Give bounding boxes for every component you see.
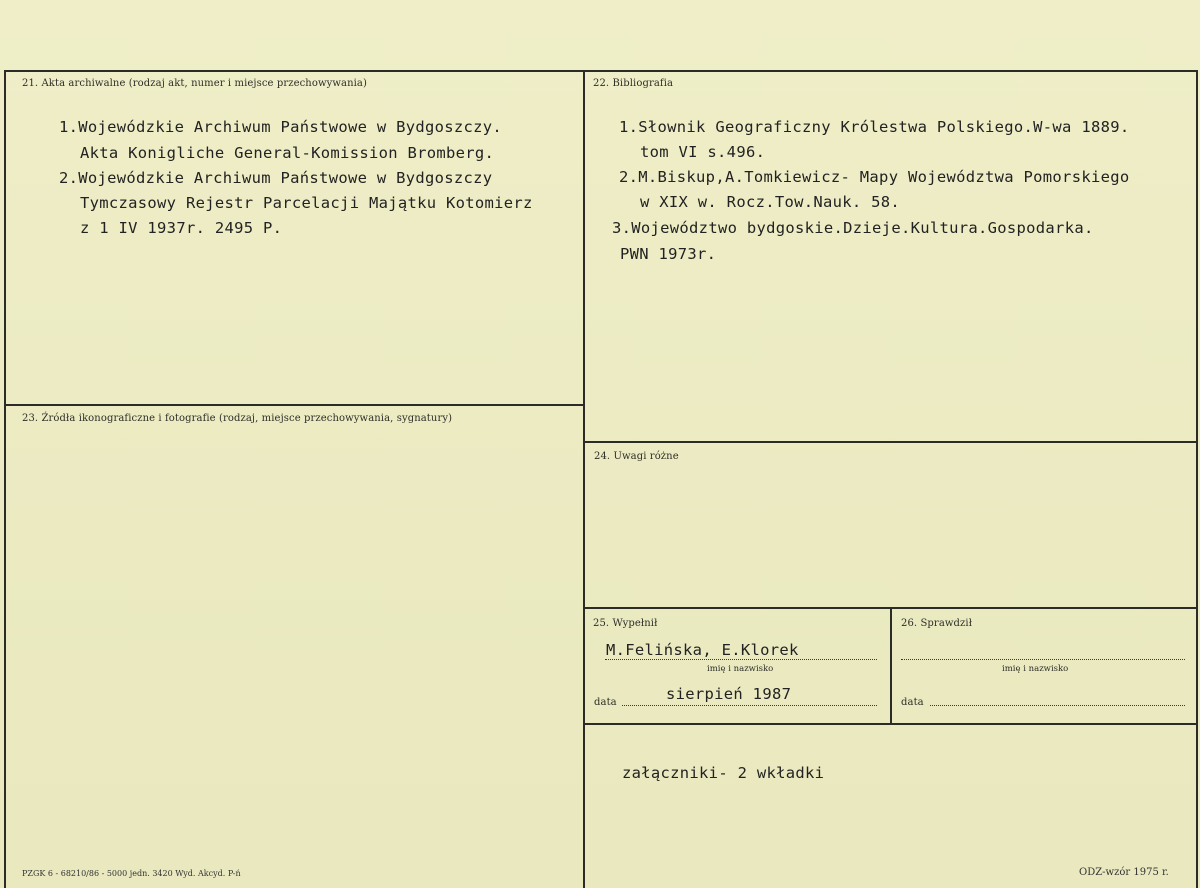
archive-line-5: z 1 IV 1937r. 2495 P. [80, 219, 283, 237]
filled-by-date: sierpień 1987 [666, 685, 792, 703]
divider-25-26 [890, 607, 892, 724]
archive-line-4: Tymczasowy Rejestr Parcelacji Majątku Kotomierz [80, 194, 533, 212]
filled-by-date-label: data [594, 697, 617, 708]
rule-22-24 [583, 441, 1198, 443]
rule-25-attachments [583, 723, 1198, 725]
checked-by-name-line [901, 659, 1185, 660]
bibliography-line-6: PWN 1973r. [620, 245, 717, 263]
checked-by-name-caption: imię i nazwisko [1002, 664, 1069, 674]
section-22-label: 22. Bibliografia [593, 78, 674, 89]
form-template-mark: ODZ-wzór 1975 r. [1079, 867, 1169, 878]
right-border [1196, 70, 1198, 888]
section-21-label: 21. Akta archiwalne (rodzaj akt, numer i miejsce przechowywania) [22, 78, 367, 89]
print-footer: PZGK 6 - 68210/86 - 5000 jedn. 3420 Wyd. Akcyd. P-ń [22, 869, 241, 878]
top-rule [4, 70, 1198, 72]
bibliography-line-5: 3.Województwo bydgoskie.Dzieje.Kultura.Gospodarka. [612, 219, 1094, 237]
bibliography-line-2: tom VI s.496. [640, 143, 766, 161]
archive-line-3: 2.Wojewódzkie Archiwum Państwowe w Bydgoszczy [59, 169, 493, 187]
attachments-note: załączniki- 2 wkładki [622, 764, 825, 782]
checked-by-date-label: data [901, 697, 924, 708]
section-23-label: 23. Źródła ikonograficzne i fotografie (rodzaj, miejsce przechowywania, sygnatury) [22, 413, 453, 424]
center-divider [583, 70, 585, 888]
archive-line-2: Akta Konigliche General-Komission Bromberg. [80, 144, 495, 162]
section-25-label: 25. Wypełnił [593, 618, 658, 629]
filled-by-date-line [622, 705, 877, 706]
left-border [4, 70, 6, 888]
section-24-label: 24. Uwagi różne [594, 451, 679, 462]
filled-by-name-line [605, 659, 877, 660]
archive-line-1: 1.Wojewódzkie Archiwum Państwowe w Bydgoszczy. [59, 118, 503, 136]
filled-by-name-caption: imię i nazwisko [707, 664, 774, 674]
bibliography-line-4: w XIX w. Rocz.Tow.Nauk. 58. [640, 193, 901, 211]
section-26-label: 26. Sprawdził [901, 618, 973, 629]
checked-by-date-line [930, 705, 1185, 706]
filled-by-name: M.Felińska, E.Klorek [606, 641, 799, 659]
rule-21-23 [4, 404, 585, 406]
bibliography-line-1: 1.Słownik Geograficzny Królestwa Polskiego.W-wa 1889. [619, 118, 1130, 136]
bibliography-line-3: 2.M.Biskup,A.Tomkiewicz- Mapy Województwa Pomorskiego [619, 168, 1130, 186]
